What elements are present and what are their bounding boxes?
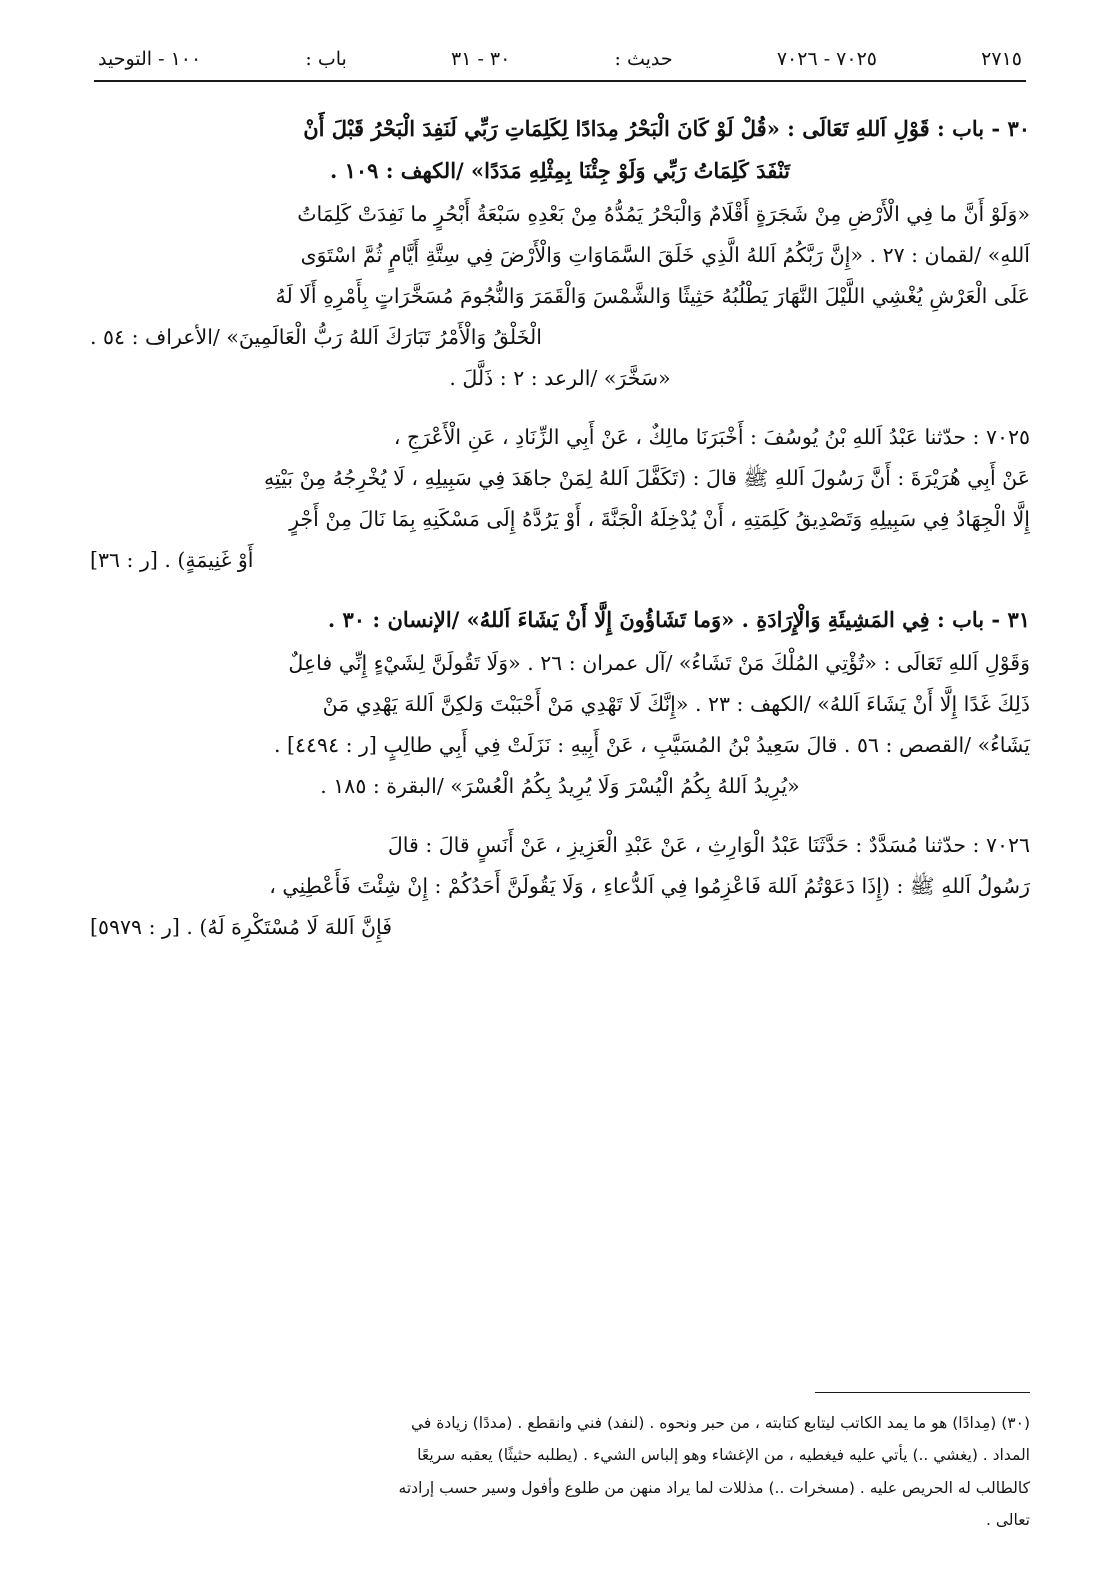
hadith-7026-l3: فَإِنَّ اَللهَ لَا مُسْتَكْرِهَ لَهُ) . [ر : ٥٩٧٩]	[90, 915, 393, 939]
quran-1-l5: «سَخَّرَ» /الرعد : ٢ : ذَلَّلَ .	[449, 366, 671, 390]
spacer-3	[90, 811, 1030, 825]
hadith-7026	[90, 825, 1030, 948]
spacer-2	[90, 585, 1030, 599]
header-book-title: ١٠٠ - التوحيد	[98, 48, 202, 70]
hadith-7025-l3: إِلَّا الْجِهَادُ فِي سَبِيلِهِ وَتَصْدِيقُ كَلِمَتِهِ ، أَنْ يُدْخِلَهُ الْجَنَّةَ ، أَوْ يَرُدَّهُ إِلَى مَسْكَنِهِ بِمَا نَالَ مِنْ أَجْرٍ	[289, 507, 1030, 531]
chapter-30-line-1: ٣٠ - باب : قَوْلِ اَللهِ تَعَالَى : «قُلْ لَوْ كَانَ الْبَحْرُ مِدَادًا لِكَلِمَاتِ رَبِّي لَنَفِدَ الْبَحْرُ قَبْلَ أَنْ	[303, 116, 1030, 141]
footnote-line-2: المداد . (يغشي ..) يأتي عليه فيغطيه ، من الإغشاء وهو إلباس الشيء . (يطلبه حثيثًا) يعقبه سريعًا	[417, 1446, 1030, 1465]
hadith-7025-l1: ٧٠٢٥ : حدّثنا عَبْدُ اَللهِ بْنُ يُوسُفَ : أَخْبَرَنَا مالِكٌ ، عَنْ أَبِي الزِّنَادِ ، عَنِ الْأَعْرَجِ ،	[393, 425, 1030, 449]
quran-1-l1: «وَلَوْ أَنَّ ما فِي الْأَرْضِ مِنْ شَجَرَةٍ أَقْلَامٌ وَالْبَحْرُ يَمُدُّهُ مِنْ بَعْدِهِ سَبْعَةُ أَبْحُرٍ ما نَفِدَتْ كَلِمَاتُ	[297, 202, 1030, 226]
chapter-31-line-1: ٣١ - باب : فِي المَشِيئَةِ وَالْإِرَادَةِ . «وَما تَشَاؤُونَ إِلَّا أَنْ يَشَاءَ اَللهُ» /الإنسان : ٣٠ .	[327, 607, 1030, 632]
quran-1-l4: الْخَلْقُ وَالْأَمْرُ تَبَارَكَ اَللهُ رَبُّ الْعَالَمِينَ» /الأعراف : ٥٤ .	[90, 325, 542, 349]
header-bab-range: ٣٠ - ٣١	[451, 48, 511, 70]
spacer-1	[90, 403, 1030, 417]
header-hadith-label: حديث :	[614, 48, 673, 70]
hadith-7025-l4: أَوْ غَنِيمَةٍ) . [ر : ٣٦]	[90, 548, 254, 572]
hadith-7025	[90, 417, 1030, 581]
chapter-heading-31	[90, 599, 1030, 641]
hadith-7026-l1: ٧٠٢٦ : حدّثنا مُسَدَّدٌ : حَدَّثَنَا عَبْدُ الْوَارِثِ ، عَنْ عَبْدِ الْعَزِيزِ ، عَنْ أَنَسٍ قالَ : قالَ	[387, 833, 1030, 857]
quran-1-l3: عَلَى الْعَرْشِ يُغْشِي اللَّيْلَ النَّهَارَ يَطْلُبُهُ حَثِيثًا وَالشَّمْسَ وَالْقَمَرَ وَالنُّجُومَ مُسَخَّرَاتٍ بِأَمْرِهِ أَلَا لَهُ	[275, 284, 1030, 308]
chapter-heading-30	[90, 108, 1030, 192]
footnote-section	[90, 1392, 1030, 1537]
header-divider	[94, 80, 1026, 82]
hadith-7025-l2: عَنْ أَبِي هُرَيْرَةَ : أَنَّ رَسُولَ اَللهِ ﷺ قالَ : (تَكَفَّلَ اَللهُ لِمَنْ جاهَدَ فِي سَبِيلِهِ ، لَا يُخْرِجُهُ مِنْ بَيْتِهِ	[264, 466, 1030, 490]
header-bab-label: باب :	[305, 48, 347, 70]
quran-2-l4: «يُرِيدُ اَللهُ بِكُمُ الْيُسْرَ وَلَا يُرِيدُ بِكُمُ الْعُسْرَ» /البقرة : ١٨٥ .	[320, 774, 800, 798]
footnote-text	[90, 1407, 1030, 1537]
footnote-divider	[815, 1392, 1030, 1393]
quran-1-l2: اَللهِ» /لقمان : ٢٧ . «إِنَّ رَبَّكُمُ اَللهُ الَّذِي خَلَقَ السَّمَاوَاتِ وَالْأَرْضَ فِي سِتَّةِ أَيَّامٍ ثُمَّ اسْتَوَى	[300, 243, 1030, 267]
footnote-line-4: تعالى .	[985, 1511, 1030, 1530]
chapter-30-line-2: تَنْفَدَ كَلِمَاتُ رَبِّي وَلَوْ جِئْنَا بِمِثْلِهِ مَدَدًا» /الكهف : ١٠٩ .	[329, 158, 791, 183]
document-body	[90, 108, 1030, 948]
footnote-line-1: (٣٠) (مِدادًا) هو ما يمد الكاتب ليتابع كتابته ، من حبر ونحوه . (لنفد) فني وانقطع . (مددًا) زيادة في	[410, 1413, 1030, 1432]
quran-block-2	[90, 643, 1030, 807]
quran-2-l1: وَقَوْلِ اَللهِ تَعَالَى : «تُؤْتِي المُلْكَ مَنْ تَشَاءُ» /آل عمران : ٢٦ . «وَلَا تَقُولَنَّ لِشَيْءٍ إِنِّي فاعِلٌ	[288, 651, 1030, 675]
quran-2-l2: ذَلِكَ غَدًا إِلَّا أَنْ يَشَاءَ اَللهُ» /الكهف : ٢٣ . «إِنَّكَ لَا تَهْدِي مَنْ أَحْبَبْتَ وَلكِنَّ اَللهَ يَهْدِي مَنْ	[322, 692, 1030, 716]
footnote-line-3: كالطالب له الحريص عليه . (مسخرات ..) مذللات لما يراد منهن من طلوع وأفول وسير حسب إرادته	[398, 1478, 1030, 1497]
header-page-number: ٢٧١٥	[981, 48, 1022, 70]
quran-block-1	[90, 194, 1030, 399]
hadith-7026-l2: رَسُولُ اَللهِ ﷺ : (إِذَا دَعَوْتُمُ اَللهَ فَاعْزِمُوا فِي اَلدُّعاءِ ، وَلَا يَقُولَنَّ أَحَدُكُمْ : إِنْ شِئْتَ فَأَعْطِنِي ،	[269, 874, 1030, 898]
header-hadith-range: ٧٠٢٥ - ٧٠٢٦	[776, 48, 877, 70]
quran-2-l3: يَشَاءُ» /القصص : ٥٦ . قالَ سَعِيدُ بْنُ المُسَيَّبِ ، عَنْ أَبِيهِ : نَزَلَتْ فِي أَبِي طالِبٍ [ر : ٤٤٩٤] .	[274, 733, 1030, 757]
page-header	[90, 48, 1030, 70]
